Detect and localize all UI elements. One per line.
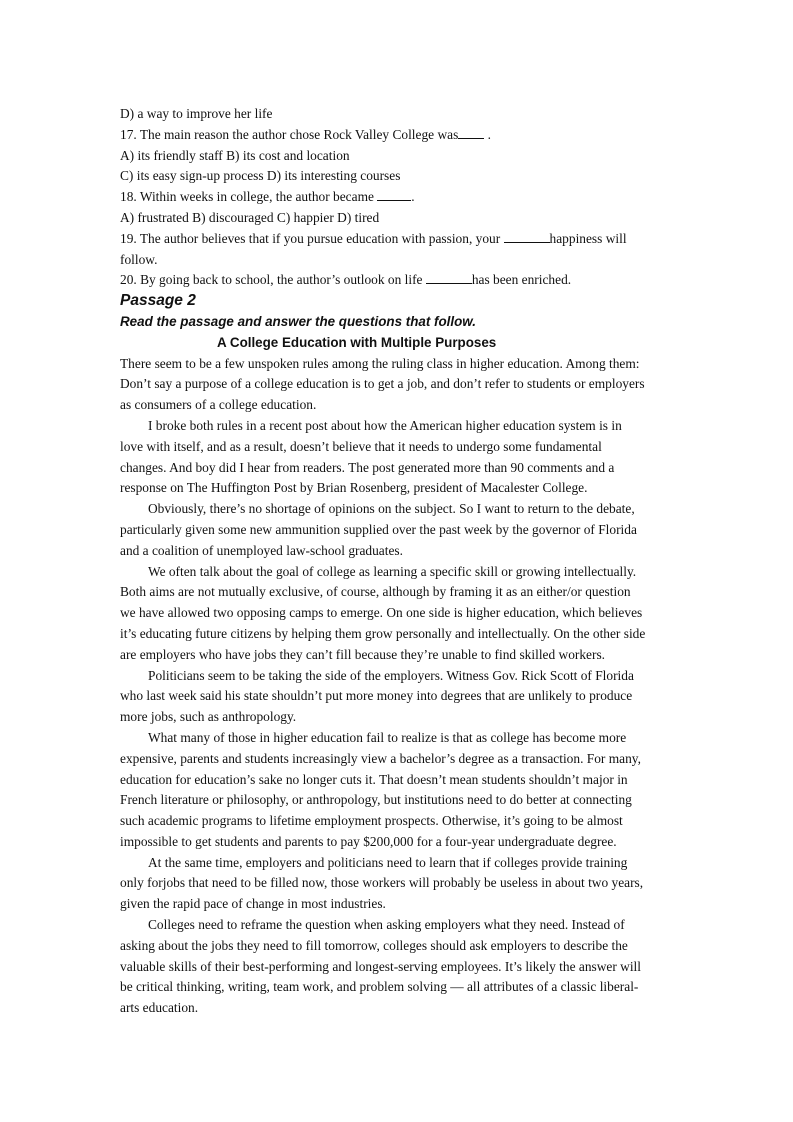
- passage-line: valuable skills of their best-performing and longest-serving employees. It’s likely the answer will: [120, 958, 641, 974]
- q18-stem: 18. Within weeks in college, the author became: [120, 189, 378, 205]
- passage-line: I broke both rules in a recent post about how the American higher education system is in: [148, 417, 622, 433]
- passage-line: are employers who have jobs they can’t fill because they’re unable to find skilled workers.: [120, 646, 606, 662]
- passage-line: We often talk about the goal of college as learning a specific skill or growing intellectually.: [148, 563, 637, 579]
- document-page: [120, 104, 676, 1019]
- q19-after-blank: happiness will: [549, 230, 627, 246]
- passage-line: more jobs, such as anthropology.: [120, 709, 297, 725]
- passage-heading: Passage 2: [120, 292, 196, 310]
- passage-line: asking about the jobs they need to fill tomorrow, colleges should ask employers to describe the: [120, 937, 628, 953]
- q20-after-blank: has been enriched.: [471, 272, 572, 288]
- passage-line: such academic programs to lifetime employment prospects. Otherwise, it’s going to be almost: [120, 813, 623, 829]
- q17-blank: [458, 126, 484, 139]
- passage-line: arts education.: [120, 1000, 199, 1016]
- q16-option-d: D) a way to improve her life: [120, 106, 273, 121]
- passage-line: it’s educating future citizens by helping them grow personally and intellectually. On the other side: [120, 625, 646, 641]
- q20-stem: 20. By going back to school, the author’s outlook on life: [120, 272, 426, 288]
- q19-stem: 19. The author believes that if you pursue education with passion, your: [120, 230, 504, 246]
- q19-stem-line: [120, 229, 676, 250]
- passage-line: Don’t say a purpose of a college education is to get a job, and don’t refer to students or employers: [120, 376, 645, 392]
- q17-stem: 17. The main reason the author chose Rock Valley College was: [120, 126, 459, 142]
- passage-line: love with itself, and as a result, doesn’t believe that it needs to undergo some fundamental: [120, 438, 602, 454]
- passage-line: Politicians seem to be taking the side of the employers. Witness Gov. Rick Scott of Florida: [148, 667, 634, 683]
- passage-line: and a coalition of unemployed law-school graduates.: [120, 542, 403, 558]
- passage-title: A College Education with Multiple Purposes: [217, 334, 497, 350]
- passage-line: education for education’s sake no longer cuts it. That doesn’t mean students shouldn’t major in: [120, 771, 628, 787]
- q17-options-2: C) its easy sign-up process D) its interesting courses: [120, 168, 401, 184]
- passage-line: There seem to be a few unspoken rules among the ruling class in higher education. Among them:: [120, 355, 640, 371]
- passage-line: changes. And boy did I hear from readers. The post generated more than 90 comments and a: [120, 459, 615, 475]
- passage-line: French literature or philosophy, or anthropology, but institutions need to do better at connecting: [120, 792, 632, 808]
- passage-line: only forjobs that need to be filled now, those workers will probably be useless in about two years,: [120, 875, 644, 891]
- q17-after-blank: .: [484, 126, 491, 142]
- passage-line: who last week said his state shouldn’t put more money into degrees that are unlikely to produce: [120, 688, 633, 704]
- passage-line: Both aims are not mutually exclusive, of course, although by framing it as an either/or question: [120, 584, 631, 600]
- passage-line: impossible to get students and parents to pay $200,000 for a four-year undergraduate degree.: [120, 833, 617, 849]
- passage-line: as consumers of a college education.: [120, 397, 317, 413]
- q19-continuation: follow.: [120, 251, 158, 267]
- q17-stem-line: [120, 125, 676, 146]
- passage-line: What many of those in higher education fail to realize is that as college has become more: [148, 729, 627, 745]
- q18-blank: [377, 188, 411, 201]
- q20-stem-line: [120, 270, 676, 291]
- passage-line: response on The Huffington Post by Brian Rosenberg, president of Macalester College.: [120, 480, 588, 496]
- passage-line: be critical thinking, writing, team work, and problem solving — all attributes of a classic liberal-: [120, 979, 639, 995]
- q18-options: A) frustrated B) discouraged C) happier D) tired: [120, 209, 380, 225]
- passage-line: particularly given some new ammunition supplied over the past week by the governor of Florida: [120, 521, 637, 537]
- passage-line: Obviously, there’s no shortage of opinions on the subject. So I want to return to the debate,: [148, 501, 635, 517]
- passage-line: expensive, parents and students increasingly view a bachelor’s degree as a transaction. For many,: [120, 750, 641, 766]
- passage-line: At the same time, employers and politicians need to learn that if colleges provide training: [148, 854, 628, 870]
- q18-after-blank: .: [411, 189, 415, 205]
- passage-line: we have allowed two opposing camps to emerge. On one side is higher education, which believes: [120, 605, 643, 621]
- passage-line: Colleges need to reframe the question when asking employers what they need. Instead of: [148, 917, 625, 933]
- passage-body: [120, 354, 676, 1020]
- passage-instruction: Read the passage and answer the questions that follow.: [120, 313, 476, 329]
- passage-line: given the rapid pace of change in most industries.: [120, 896, 386, 912]
- q17-options-1: A) its friendly staff B) its cost and location: [120, 147, 350, 163]
- q20-blank: [426, 271, 472, 284]
- q18-stem-line: [120, 187, 676, 208]
- q19-blank: [504, 230, 550, 243]
